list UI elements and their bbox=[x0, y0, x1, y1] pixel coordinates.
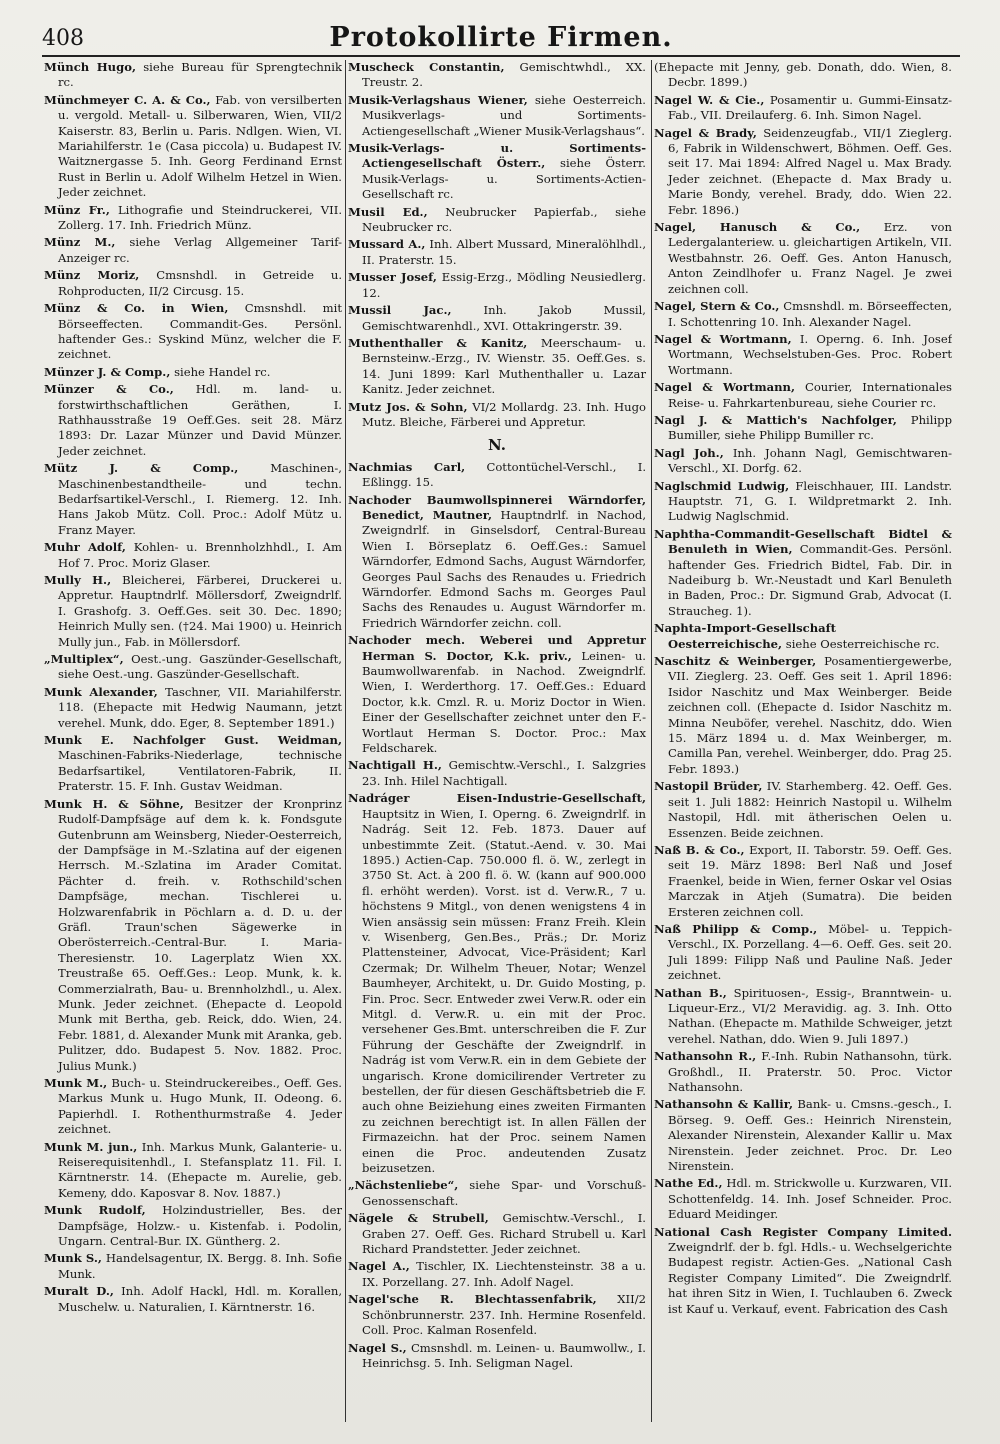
firm-name: Münz Fr., bbox=[44, 202, 110, 217]
firm-description: XII/2 Schönbrunnerstr. 237. Inh. Hermine Rosenfeld. Coll. Proc. Kalman Rosenfeld. bbox=[362, 1292, 646, 1338]
directory-entry bbox=[44, 382, 342, 459]
firm-name: Musser Josef, bbox=[348, 270, 437, 285]
firm-name: Nägele & Strubell, bbox=[348, 1211, 489, 1226]
firm-name: Nagl Joh., bbox=[654, 445, 724, 460]
firm-description: Cmsnshdl. mit Börseeffecten. Commandit-Ges. Persönl. haftender Ges.: Syskind Münz, welcher die F. zeichnet. bbox=[58, 301, 342, 362]
directory-entry bbox=[44, 203, 342, 234]
firm-name: Muscheck Constantin, bbox=[348, 60, 505, 74]
directory-entry bbox=[44, 573, 342, 650]
firm-name: Musik-Verlagshaus Wiener, bbox=[348, 92, 528, 107]
firm-name: Munk Rudolf, bbox=[44, 1203, 146, 1218]
firm-description: siehe Verlag Allgemeiner Tarif-Anzeiger rc. bbox=[58, 235, 342, 265]
firm-name: Nagel, Stern & Co., bbox=[654, 299, 780, 314]
directory-entry bbox=[44, 1203, 342, 1249]
directory-entry bbox=[348, 400, 646, 431]
directory-entry bbox=[654, 332, 952, 378]
firm-description: Cmsnshdl. m. Börseeffecten, I. Schottenring 10. Inh. Alexander Nagel. bbox=[668, 299, 952, 329]
firm-description: VI/2 Mollardg. 23. Inh. Hugo Mutz. Bleiche, Färberei und Appretur. bbox=[362, 399, 646, 429]
firm-description: Kohlen- u. Brennholzhhdl., I. Am Hof 7. Proc. Moriz Glaser. bbox=[58, 540, 342, 570]
directory-entry bbox=[44, 93, 342, 201]
directory-entry bbox=[44, 1140, 342, 1202]
firm-description: Export, II. Taborstr. 59. Oeff. Ges. seit 19. März 1898: Berl Naß und Josef Fraenkel, beide in Wien, ferner Oskar vel Osias Marczak in Atjeh (Sumatra). Die beiden Ersteren zeichnen coll. bbox=[668, 842, 952, 919]
firm-description: Erz. von Ledergalanteriew. u. gleichartigen Artikeln, VII. Westbahnstr. 26. Oeff. Ges. Anton Hanusch, Anton Zeindlhofer u. Franz Nagel. Je zwei zeichnen coll. bbox=[668, 220, 952, 296]
directory-entry bbox=[348, 93, 646, 139]
directory-entry bbox=[44, 540, 342, 571]
directory-entry bbox=[348, 60, 646, 91]
directory-entry bbox=[654, 299, 952, 330]
firm-description: Gemischtw.-Verschl., I. Salzgries 23. Inh. Hilel Nachtigall. bbox=[362, 758, 646, 788]
firm-description: siehe Österr. Musik-Verlags- u. Sortiments-Actien-Gesellschaft rc. bbox=[362, 156, 646, 202]
column-divider bbox=[651, 60, 652, 1422]
firm-description: Holzindustrieller, Bes. der Dampfsäge, Holzw.- u. Kistenfab. i. Podolin, Ungarn. Central-Bur. IX. Güntherg. 2. bbox=[58, 1203, 342, 1249]
directory-entry bbox=[348, 1341, 646, 1372]
directory-entry bbox=[654, 1049, 952, 1095]
firm-description: Handelsagentur, IX. Bergg. 8. Inh. Sofie Munk. bbox=[58, 1251, 342, 1281]
firm-name: Nagel S., bbox=[348, 1340, 407, 1355]
firm-description: Spirituosen-, Essig-, Branntwein- u. Liqueur-Erz., VI/2 Meravidig. ag. 3. Inh. Otto Nathan. (Ehepacte m. Mathilde Schweiger, jetzt verehel. Nathan, ddo. Wien 9. Juli 1897.) bbox=[668, 985, 952, 1046]
directory-entry bbox=[654, 446, 952, 477]
directory-entry bbox=[348, 633, 646, 756]
firm-name: Münchmeyer C. A. & Co., bbox=[44, 92, 211, 107]
firm-name: „Multiplex“, bbox=[44, 652, 124, 667]
firm-name: Münzer J. & Comp., bbox=[44, 364, 171, 379]
firm-name: Nagel & Wortmann, bbox=[654, 331, 792, 346]
firm-name: Nachmias Carl, bbox=[348, 459, 466, 474]
firm-name: Muralt D., bbox=[44, 1284, 114, 1299]
firm-name: Munk E. Nachfolger Gust. Weidman, bbox=[44, 733, 342, 748]
firm-name: Münz & Co. in Wien, bbox=[44, 301, 229, 316]
firm-name: Muthenthaller & Kanitz, bbox=[348, 335, 528, 350]
firm-description: Bleicherei, Färberei, Druckerei u. Appretur. Hauptndrlf. Möllersdorf, Zweigndrlf. I. Grashofg. 3. Oeff.Ges. seit 30. Dec. 1890; Heinrich Mully sen. (†24. Mai 1900) u. Heinrich Mully jun., Fab. in Möllersdorf. bbox=[58, 573, 342, 649]
firm-description: Seidenzeugfab., VII/1 Zieglerg. 6, Fabrik in Wildenschwert, Böhmen. Oeff. Ges. seit 17. Mai 1894: Alfred Nagel u. Max Brady. Jeder zeichnet. (Ehepacte d. Max Brady u. Marie Bondy, verehel. Brady, ddo. Wien 22. Febr. 1896.) bbox=[668, 125, 952, 217]
firm-name: Naß B. & Co., bbox=[654, 842, 745, 857]
firm-description: Inh. Jakob Mussil, Gemischtwarenhdl., XVI. Ottakringerstr. 39. bbox=[362, 303, 646, 333]
directory-entry bbox=[44, 652, 342, 683]
directory-entry bbox=[654, 1176, 952, 1222]
directory-entry bbox=[44, 1251, 342, 1282]
directory-entry bbox=[44, 235, 342, 266]
firm-name: Nagel, Hanusch & Co., bbox=[654, 220, 861, 235]
firm-description: Commandit-Ges. Persönl. haftender Ges. Friedrich Bidtel, Fab. Dir. in Nadeiburg b. Wr.-Neustadt und Karl Benuleth in Baden, Proc.: Dr. Sigmund Grab, Advocat (I. Straucheg. 1). bbox=[668, 542, 952, 618]
directory-entry bbox=[348, 1211, 646, 1257]
directory-entry bbox=[348, 493, 646, 632]
directory-entry bbox=[348, 460, 646, 491]
directory-entry bbox=[348, 1259, 646, 1290]
directory-entry bbox=[44, 685, 342, 731]
firm-name: Munk Alexander, bbox=[44, 684, 158, 699]
header-rule bbox=[42, 55, 960, 57]
firm-description: Maschinen-Fabriks-Niederlage, technische Bedarfsartikel, Ventilatoren-Fabrik, II. Praterstr. 15. F. Inh. Gustav Weidman. bbox=[58, 748, 342, 794]
firm-description: Hdl. m. land- u. forstwirthschaftlichen Geräthen, I. Rathhausstraße 19 Oeff.Ges. seit 28. März 1893: Dr. Lazar Münzer und David Münzer. Jeder zeichnet. bbox=[58, 382, 342, 458]
firm-description: Maschinen-, Maschinenbestandtheile- und techn. Bedarfsartikel-Verschl., I. Riemerg. 12. Inh. Hans Jakob Mütz. Coll. Proc.: Adolf Mütz u. Franz Mayer. bbox=[58, 461, 342, 537]
firm-name: Münz M., bbox=[44, 235, 116, 250]
page-title: Protokollirte Firmen. bbox=[329, 22, 673, 53]
directory-entry bbox=[44, 1284, 342, 1315]
firm-description: Gemischtwhdl., XX. Treustr. 2. bbox=[362, 60, 646, 90]
firm-description: Inh. Johann Nagl, Gemischtwaren-Verschl., XI. Dorfg. 62. bbox=[668, 445, 952, 476]
firm-description: Möbel- u. Teppich-Verschl., IX. Porzellang. 4—6. Oeff. Ges. seit 20. Juli 1899: Filipp Naß und Pauline Naß. Jeder zeichnet. bbox=[668, 921, 952, 983]
directory-entry bbox=[348, 758, 646, 789]
firm-name: Nachtigall H., bbox=[348, 758, 442, 773]
firm-name: Nagel & Wortmann, bbox=[654, 380, 795, 395]
firm-description: Leinen- u. Baumwollwarenfab. in Nachod. Zweigndrlf. Wien, I. Werderthorg. 17. Oeff.Ges.: Eduard Doctor, k.k. Cmzl. R. u. Moriz Doctor in Wien. Einer der Gesellschafter zeichnet unter den F.-Wortlaut Herman S. Doctor. Proc.: Max Feldscharek. bbox=[362, 648, 646, 756]
firm-name: Naß Philipp & Comp., bbox=[654, 921, 818, 936]
firm-name: Nastopil Brüder, bbox=[654, 779, 763, 794]
firm-description: Zweigndrlf. der b. fgl. Hdls.- u. Wechselgerichte Budapest registr. Actien-Ges. „National Cash Register Company Limited“. Die Zweigndrlf. hat ihren Sitz in Wien, I. Tuchlauben 6. Zweck ist Kauf u. Verkauf, event. Fabrication des Cash bbox=[668, 1240, 952, 1316]
firm-name: Nachoder Baumwollspinnerei Wärndorfer, Benedict, Mautner, bbox=[348, 492, 646, 522]
firm-name: Nathan B., bbox=[654, 985, 727, 1000]
firm-name: „Nächstenliebe“, bbox=[348, 1178, 459, 1193]
column-2 bbox=[348, 60, 646, 1420]
firm-description: siehe Oesterreichische rc. bbox=[785, 636, 940, 651]
directory-entry bbox=[348, 237, 646, 268]
directory-entry bbox=[654, 779, 952, 841]
firm-description: Courier, Internationales Reise- u. Fahrkartenbureau, siehe Courier rc. bbox=[668, 380, 952, 410]
firm-name: Münch Hugo, bbox=[44, 60, 136, 74]
firm-name: Nadráger Eisen-Industrie-Gesellschaft, bbox=[348, 791, 646, 806]
page-number: 408 bbox=[42, 26, 84, 51]
column-3 bbox=[654, 60, 952, 1420]
firm-description: Buch- u. Steindruckereibes., Oeff. Ges. Markus Munk u. Hugo Munk, II. Odeong. 6. Papierhdl. I. Rothenthurmstraße 4. Jeder zeichnet. bbox=[58, 1076, 342, 1137]
directory-entry bbox=[654, 220, 952, 297]
directory-entry bbox=[348, 1178, 646, 1209]
directory-entry bbox=[44, 60, 342, 91]
directory-entry bbox=[348, 791, 646, 1176]
firm-name: Nathansohn R., bbox=[654, 1049, 757, 1064]
firm-description: Cottontüchel-Verschl., I. Eßlingg. 15. bbox=[362, 459, 646, 490]
firm-name: Muhr Adolf, bbox=[44, 540, 126, 555]
firm-name: Mussard A., bbox=[348, 237, 426, 252]
directory-entry bbox=[44, 461, 342, 538]
directory-entry bbox=[654, 621, 952, 652]
firm-description: Fab. von versilberten u. vergold. Metall- u. Silberwaren, Wien, VII/2 Kaiserstr. 83, Berlin u. Paris. Ndlgen. Wien, VI. Mariahilferstr. 1e (Casa piccola) u. Budapest IV. Waitznergasse 5. Inh. Georg Ferdinand Ernst Rust in Berlin u. Adolf Wilhelm Hetzel in Wien. Jeder zeichnet. bbox=[58, 92, 342, 200]
firm-description: siehe Oesterreich. Musikverlags- und Sortiments-Actiengesellschaft „Wiener Musik-Verlagshaus“. bbox=[362, 92, 646, 138]
firm-name: Naglschmid Ludwig, bbox=[654, 478, 790, 493]
firm-name: Nagel'sche R. Blechtassenfabrik, bbox=[348, 1292, 597, 1307]
directory-entry bbox=[44, 1076, 342, 1138]
firm-name: Münz Moriz, bbox=[44, 268, 140, 283]
firm-name: Nagel A., bbox=[348, 1259, 410, 1274]
firm-name: Münzer & Co., bbox=[44, 382, 174, 397]
firm-description: I. Operng. 6. Inh. Josef Wortmann, Wechselstuben-Ges. Proc. Robert Wortmann. bbox=[668, 331, 952, 377]
firm-name: Nagel & Brady, bbox=[654, 125, 757, 140]
firm-name: National Cash Register Company Limited. bbox=[654, 1224, 952, 1239]
firm-description: IV. Starhemberg. 42. Oeff. Ges. seit 1. Juli 1882: Heinrich Nastopil u. Wilhelm Nastopil, Hdl. mit ätherischen Oelen u. Essenzen. Beide zeichnen. bbox=[668, 779, 952, 840]
firm-description: siehe Bureau für Sprengtechnik rc. bbox=[58, 60, 342, 90]
firm-description: Cmsnshdl. in Getreide u. Rohproducten, II/2 Circusg. 15. bbox=[58, 268, 342, 298]
firm-name: Munk M., bbox=[44, 1076, 108, 1090]
directory-entry bbox=[654, 843, 952, 920]
directory-entry bbox=[348, 205, 646, 236]
firm-description: Taschner, VII. Mariahilferstr. 118. (Ehepacte mit Hedwig Naumann, jetzt verehel. Munk, ddo. Eger, 8. September 1891.) bbox=[58, 684, 342, 730]
firm-name: Naphtha-Commandit-Gesellschaft Bidtel & Benuleth in Wien, bbox=[654, 526, 952, 557]
firm-description: F.-Inh. Rubin Nathansohn, türk. Großhdl., II. Praterstr. 50. Proc. Victor Nathansohn. bbox=[668, 1049, 952, 1094]
column-1 bbox=[44, 60, 342, 1420]
firm-name: Nathansohn & Kallir, bbox=[654, 1097, 793, 1112]
firm-description: Posamentiergewerbe, VII. Zieglerg. 23. Oeff. Ges seit 1. April 1896: Isidor Naschitz und Max Weinberger. Beide zeichnen coll. (Ehepacte d. Isidor Naschitz m. Minna Neuböfer, verehel. Naschitz, ddo. Wien 15. März 1894 u. d. Max Weinberger, m. Camilla Pan, verehel. Weinberger, ddo. Prag 25. Febr. 1893.) bbox=[668, 654, 952, 776]
firm-name: Musik-Verlags- u. Sortiments-Actiengesellschaft Österr., bbox=[348, 141, 646, 171]
firm-description: Inh. Markus Munk, Galanterie- u. Reiserequisitenhdl., I. Stefansplatz 11. Fil. I. Kärntnerstr. 14. (Ehepacte m. Aurelie, geb. Kemeny, ddo. Kaposvar 8. Nov. 1887.) bbox=[58, 1139, 342, 1200]
directory-entry bbox=[348, 141, 646, 203]
firm-description: Hdl. m. Strickwolle u. Kurzwaren, VII. Schottenfeldg. 14. Inh. Josef Schneider. Proc. Eduard Meidinger. bbox=[668, 1176, 952, 1222]
directory-entry bbox=[44, 301, 342, 363]
firm-description: Fleischhauer, III. Landstr. Hauptstr. 71, G. I. Wildpretmarkt 2. Inh. Ludwig Naglschmid. bbox=[668, 478, 952, 524]
firm-description: Hauptsitz in Wien, I. Operng. 6. Zweigndrlf. in Nadrág. Seit 12. Feb. 1873. Dauer auf unbestimmte Zeit. (Statut.-Aend. v. 30. Mai 1895.) Actien-Cap. 750.000 fl. ö. W., zerlegt in 3750 St. Act. à 200 fl. ö. W. (kann auf 900.000 fl. erhöht werden). Vorst. ist d. Verw.R., 7 u. höchstens 9 Mitgl., von denen wenigstens 4 in Wien ansässig sein müssen: Franz Freih. Klein v. Wisenberg, Gen.Bes., Präs.; Dr. Moriz Plattensteiner, Advocat, Vice-Präsident; Karl Czermak; Dr. Wilhelm Theuer, Notar; Wenzel Baumheyer, Architekt, u. Dr. Guido Mosting, p. Fin. Proc. Secr. Entweder zwei Verw.R. oder ein Mitgl. d. Verw.R. u. ein mit der Proc. versehener Ges.Bmt. unterschreiben die F. Zur Führung der Geschäfte der Zweigndrlf. in Nadrág ist vom Verw.R. ein in dem Gebiete der ungarisch. Krone domicilirender Vertreter zu bestellen, der für diesen Geschäftsbetrieb die F. auch ohne Beiziehung eines zweiten Firmanten zu zeichnen berechtigt ist. In allen Fällen der Firmazeichn. hat der Proc. seinem Namen einen die Proc. andeutenden Zusatz beizusetzen. bbox=[362, 806, 646, 1176]
directory-entry bbox=[654, 126, 952, 218]
firm-name: Musil Ed., bbox=[348, 204, 428, 219]
directory-entry bbox=[654, 60, 952, 91]
directory-entry bbox=[44, 797, 342, 1074]
directory-entry bbox=[654, 1097, 952, 1174]
directory-entry bbox=[654, 1225, 952, 1317]
firm-description: Gemischtw.-Verschl., I. Graben 27. Oeff. Ges. Richard Strubell u. Karl Richard Prandstetter. Jeder zeichnet. bbox=[362, 1211, 646, 1257]
firm-name: Nachoder mech. Weberei und Appretur Herman S. Doctor, K.k. priv., bbox=[348, 633, 646, 663]
firm-description: Lithografie und Steindruckerei, VII. Zollerg. 17. Inh. Friedrich Münz. bbox=[58, 202, 342, 233]
firm-name: Nagel W. & Cie., bbox=[654, 92, 765, 107]
firm-name: Mutz Jos. & Sohn, bbox=[348, 399, 468, 414]
firm-description: Oest.-ung. Gaszünder-Gesellschaft, siehe Oest.-ung. Gaszünder-Gesellschaft. bbox=[58, 652, 342, 682]
firm-name: Nagl J. & Mattich's Nachfolger, bbox=[654, 412, 897, 427]
firm-name: Mully H., bbox=[44, 573, 112, 587]
firm-description: Neubrucker Papierfab., siehe Neubrucker rc. bbox=[362, 204, 646, 235]
firm-description: (Ehepacte mit Jenny, geb. Donath, ddo. Wien, 8. Decbr. 1899.) bbox=[654, 60, 952, 90]
directory-entry bbox=[654, 413, 952, 444]
firm-name: Naphta-Import-Gesellschaft Oesterreichische, bbox=[654, 621, 836, 651]
firm-description: Bank- u. Cmsns.-gesch., I. Börseg. 9. Oeff. Ges.: Heinrich Nirenstein, Alexander Nirenstein, Alexander Kallir u. Max Nirenstein. Jeder zeichnet. Proc. Dr. Leo Nirenstein. bbox=[668, 1097, 952, 1174]
firm-description: Posamentir u. Gummi-Einsatz-Fab., VII. Dreilauferg. 6. Inh. Simon Nagel. bbox=[668, 92, 952, 123]
firm-description: siehe Handel rc. bbox=[174, 364, 271, 379]
column-divider bbox=[345, 60, 346, 1422]
firm-description: Inh. Adolf Hackl, Hdl. m. Korallen, Muschelw. u. Naturalien, I. Kärntnerstr. 16. bbox=[58, 1284, 342, 1314]
directory-entry bbox=[44, 733, 342, 795]
firm-description: Essig-Erzg., Mödling Neusiedlerg. 12. bbox=[362, 270, 646, 300]
directory-entry bbox=[44, 365, 342, 380]
directory-entry bbox=[348, 336, 646, 398]
firm-name: Nathe Ed., bbox=[654, 1176, 723, 1191]
firm-name: Mütz J. & Comp., bbox=[44, 461, 239, 476]
page-header bbox=[42, 18, 960, 58]
firm-description: Meerschaum- u. Bernsteinw.-Erzg., IV. Wienstr. 35. Oeff.Ges. s. 14. Juni 1899: Karl Muthenthaller u. Lazar Kanitz. Jeder zeichnet. bbox=[362, 335, 646, 397]
section-heading: N. bbox=[488, 436, 506, 455]
directory-entry bbox=[44, 268, 342, 299]
firm-description: siehe Spar- und Vorschuß-Genossenschaft. bbox=[362, 1178, 646, 1208]
firm-name: Munk H. & Söhne, bbox=[44, 796, 184, 811]
firm-name: Munk M. jun., bbox=[44, 1139, 138, 1154]
firm-name: Munk S., bbox=[44, 1251, 102, 1266]
directory-entry bbox=[348, 1292, 646, 1338]
directory-entry bbox=[654, 93, 952, 124]
directory-entry bbox=[654, 922, 952, 984]
firm-description: Tischler, IX. Liechtensteinstr. 38 a u. IX. Porzellang. 27. Inh. Adolf Nagel. bbox=[362, 1259, 646, 1289]
directory-entry bbox=[348, 270, 646, 301]
firm-description: Besitzer der Kronprinz Rudolf-Dampfsäge auf dem k. k. Fondsgute Gutenbrunn am Weinsberg, Nieder-Oesterreich, der Dampfsäge in M.-Szlatina auf der eigenen Herrsch. M.-Szlatina im Arader Comitat. Pächter d. freih. v. Rothschild'schen Dampfsäge, mechan. Tischlerei u. Holzwarenfabrik in Pöchlarn a. d. D. u. der Gräfl. Traun'schen Sägewerke in Oberösterreich.-Central-Bur. I. Maria-Theresienstr. 10. Lagerplatz Wien XX. Treustraße 65. Oeff.Ges.: Leop. Munk, k. k. Commerzialrath, Bau- u. Brennholzhdl., u. Alex. Munk. Jeder zeichnet. (Ehepacte d. Leopold Munk mit Bertha, geb. Reick, ddo. Wien, 24. Febr. 1881, d. Alexander Munk mit Aranka, geb. Pulitzer, ddo. Budapest 5. Nov. 1882. Proc. Julius Munk.) bbox=[58, 796, 342, 1073]
directory-entry bbox=[654, 479, 952, 525]
directory-entry bbox=[654, 654, 952, 777]
firm-name: Mussil Jac., bbox=[348, 303, 452, 318]
firm-description: Inh. Albert Mussard, Mineralöhlhdl., II. Praterstr. 15. bbox=[362, 237, 646, 267]
firm-description: Philipp Bumiller, siehe Philipp Bumiller rc. bbox=[668, 412, 952, 443]
directory-entry bbox=[654, 527, 952, 619]
directory-entry bbox=[654, 986, 952, 1048]
directory-entry bbox=[348, 303, 646, 334]
firm-description: Hauptndrlf. in Nachod, Zweigndrlf. in Ginselsdorf, Central-Bureau Wien I. Börseplatz 6. Oeff.Ges.: Samuel Wärndorfer, Edmond Sachs, August Wärndorfer, Georges Paul Sachs des Renaudes u. Friedrich Wärndorfer. Edmond Sachs m. Georges Paul Sachs des Renaudes u. August Wärndorfer m. Friedrich Wärndorfer zeichn. coll. bbox=[362, 507, 646, 630]
directory-entry bbox=[654, 380, 952, 411]
firm-description: Cmsnshdl. m. Leinen- u. Baumwollw., I. Heinrichsg. 5. Inh. Seligman Nagel. bbox=[362, 1340, 646, 1370]
firm-name: Naschitz & Weinberger, bbox=[654, 654, 817, 669]
